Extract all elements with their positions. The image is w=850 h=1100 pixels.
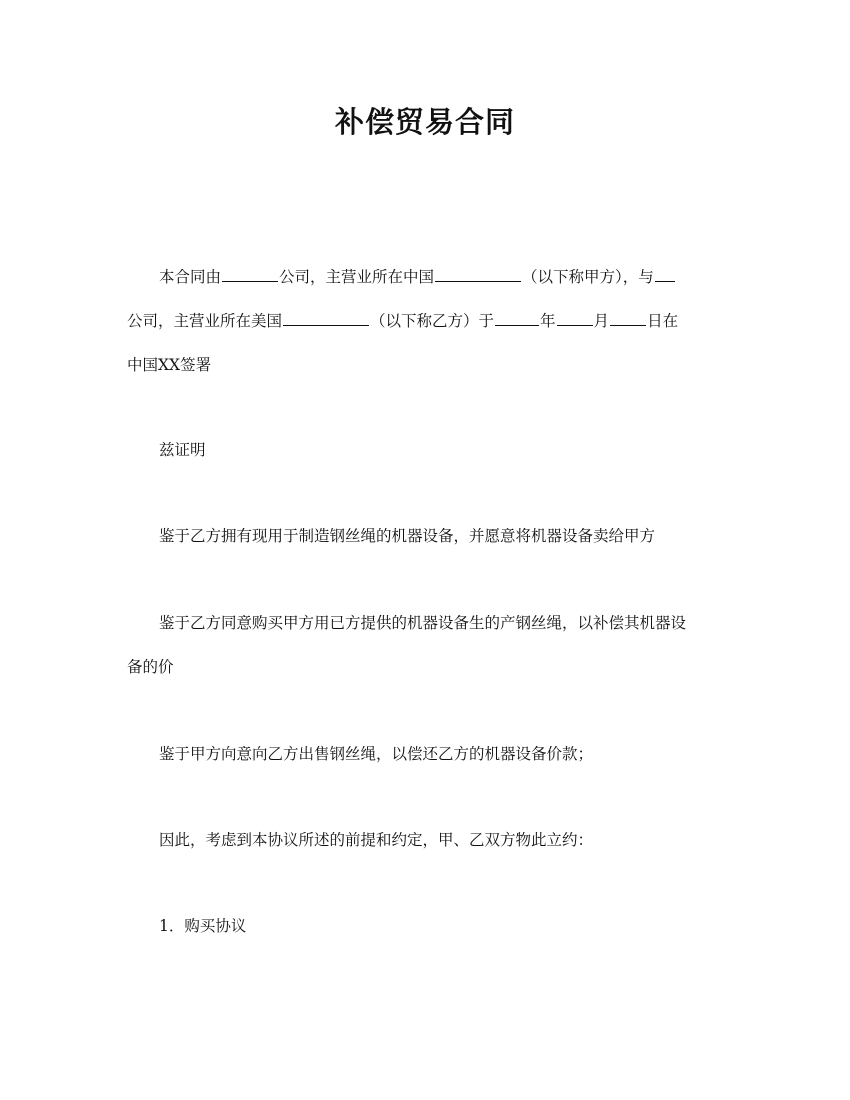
blank-party-b-address[interactable] (283, 310, 369, 326)
blank-year[interactable] (495, 310, 539, 326)
intro-text-1c: （以下称甲方），与 (522, 268, 654, 286)
therefore-paragraph (127, 818, 727, 862)
whereas-2-paragraph (127, 601, 727, 689)
therefore-line (127, 818, 727, 862)
blank-day[interactable] (610, 310, 646, 326)
whereas-2-text-1: 鉴于乙方同意购买甲方用已方提供的机器设备生的产钢丝绳，以补偿其机器设 (159, 614, 687, 632)
section-1-heading (127, 904, 727, 948)
intro-line-3: 中国XX签署 (127, 356, 212, 374)
whereas-1-line (127, 514, 727, 558)
whereas-2-line-2: 备的价 (127, 658, 174, 676)
whereas-3-paragraph (127, 732, 727, 776)
whereas-1-paragraph (127, 514, 727, 558)
whereas-3-line (127, 732, 727, 776)
intro-text-2a: 公司，主营业所在美国 (127, 312, 283, 330)
intro-text-day: 日在 (647, 312, 679, 330)
witness-line (127, 428, 727, 472)
intro-text-2b: （以下称乙方）于 (370, 312, 495, 330)
intro-line-1 (127, 255, 727, 299)
section-1-line (127, 904, 727, 948)
witness-text: 兹证明 (159, 441, 206, 459)
blank-party-a-address[interactable] (435, 266, 521, 282)
document-title: 补偿贸易合同 (334, 105, 515, 139)
whereas-3-text: 鉴于甲方向意向乙方出售钢丝绳，以偿还乙方的机器设备价款； (159, 745, 594, 763)
intro-paragraph (127, 255, 727, 387)
whereas-2-line-1 (127, 601, 727, 645)
section-1-text: 1．购买协议 (159, 917, 247, 935)
intro-text-year: 年 (540, 312, 556, 330)
blank-month[interactable] (557, 310, 593, 326)
intro-text-1b: 公司，主营业所在中国 (279, 268, 435, 286)
blank-party-a-company[interactable] (222, 266, 278, 282)
whereas-1-text: 鉴于乙方拥有现用于制造钢丝绳的机器设备，并愿意将机器设备卖给甲方 (159, 527, 656, 545)
intro-text-1a: 本合同由 (159, 268, 222, 286)
blank-party-b-company[interactable] (655, 266, 675, 282)
intro-text-month: 月 (593, 312, 610, 330)
witness-paragraph (127, 428, 727, 472)
therefore-text: 因此，考虑到本协议所述的前提和约定，甲、乙双方物此立约： (159, 831, 594, 849)
intro-line-2 (127, 299, 727, 343)
